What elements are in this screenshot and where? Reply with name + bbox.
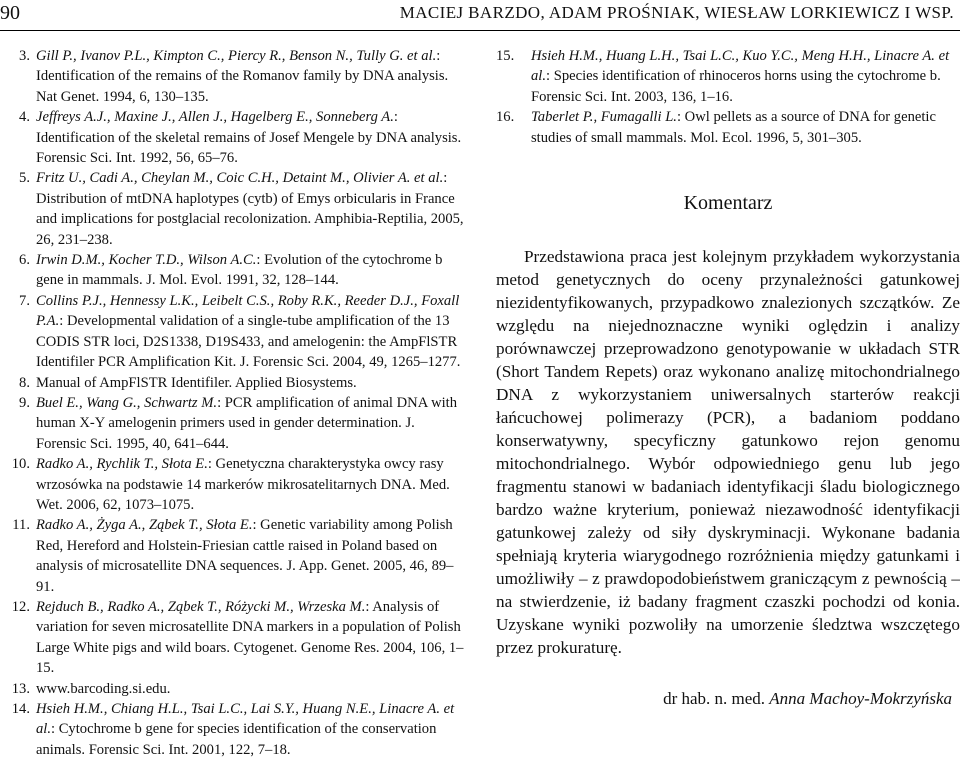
reference-item xyxy=(0,168,466,250)
reference-number: 7. xyxy=(19,292,30,309)
reference-number: 4. xyxy=(19,109,30,126)
reference-text: : PCR amplification of animal DNA with human X-Y amelogenin primers used in gender determination. J. Forensic Sci. 1995, 40, 641–644. xyxy=(36,394,458,452)
reference-list-right xyxy=(496,46,960,148)
reference-number: 16. xyxy=(496,109,515,126)
reference-item xyxy=(0,454,466,515)
reference-number: 6. xyxy=(19,252,30,269)
reference-number: 10. xyxy=(11,456,30,473)
reference-list-left xyxy=(0,46,466,760)
reference-number: 15. xyxy=(496,48,515,64)
reference-item xyxy=(0,107,466,168)
comment-body: Przedstawiona praca jest kolejnym przykładem wykorzystania metod genetycznych do oceny przynależności gatunkowej niezidentyfikowanych, przypadkowo znalezionych szczątków. Ze względu na niejednoznaczne wyniki oględzin i analizy porównawczej przeprowadzono genotypowanie w układach STR (Short Tandem Repets) oraz wykonano analizę mitochondrialnego DNA z wykorzystaniem uniwersalnych starterów reakcji łańcuchowej polimerazy (PCR), a badaniom poddano konserwatywny, specyficzny gatunkowo rejon genomu mitochondrialnego. Wybór odpowiedniego genu lub jego fragmentu stanowi w badaniach identyfikacji śladu biologicznego bardzo ważne kryterium, ponieważ niezawodność identyfikacji gatunkowej zależy od siły dyskryminacji. Wykonane badania spełniają kryteria wiarygodnego rozróżnienia między gatunkami i umożliwiły – z prawdopodobieństwem graniczącym z pewnością – na stwierdzenie, iż badany fragment czaszki pochodzi od konia. Uzyskane wyniki pozwoliły na umorzenie śledztwa wszczętego przez prokuraturę. xyxy=(496,247,960,658)
reference-text: : Analysis of variation for seven microsatellite DNA markers in a population of Polish Large White pigs and wild boars. Cytogenet. Genome Res. 2004, 106, 1–15. xyxy=(36,598,464,677)
reference-authors: Irwin D.M., Kocher T.D., Wilson A.C. xyxy=(36,252,257,269)
reference-authors: Hsieh H.M., Chiang H.L., Tsai L.C., Lai S.Y., Huang N.E., Linacre A. et al. xyxy=(36,701,455,738)
reference-authors: Radko A., Żyga A., Ząbek T., Słota E. xyxy=(36,517,253,534)
reference-text: : Cytochrome b gene for species identification of the conservation animals. Forensic Sci. Int. 2001, 122, 7–18. xyxy=(36,721,437,758)
reference-number: 13. xyxy=(11,680,30,697)
signature xyxy=(496,689,960,709)
reference-number: 12. xyxy=(11,598,30,615)
reference-authors: Taberlet P., Fumagalli L. xyxy=(531,109,677,126)
reference-item xyxy=(496,46,960,107)
page-number: 90 xyxy=(0,2,20,24)
right-column xyxy=(496,46,960,709)
reference-number: 3. xyxy=(19,48,30,64)
comment-title: Komentarz xyxy=(683,192,773,215)
reference-text: Manual of AmpFlSTR Identifiler. Applied Biosystems. xyxy=(36,374,357,391)
reference-text: : Owl pellets as a source of DNA for genetic studies of small mammals. Mol. Ecol. 1996, 5, 301–305. xyxy=(531,109,936,146)
reference-item xyxy=(0,699,466,760)
running-head: MACIEJ BARZDO, ADAM PROŚNIAK, WIESŁAW LORKIEWICZ I WSP. xyxy=(399,3,954,22)
reference-number: 11. xyxy=(12,517,30,534)
reference-text: : Evolution of the cytochrome b gene in mammals. J. Mol. Evol. 1991, 32, 128–144. xyxy=(36,252,443,289)
reference-item xyxy=(0,597,466,679)
reference-number: 5. xyxy=(19,170,30,187)
reference-authors: Collins P.J., Hennessy L.K., Leibelt C.S., Roby R.K., Reeder D.J., Foxall P.A. xyxy=(36,292,460,330)
reference-item xyxy=(0,515,466,597)
reference-text: : Distribution of mtDNA haplotypes (cytb) of Emys orbicularis in France and implications for postglacial recolonization. Amphibia-Reptilia, 2005, 26, 231–238. xyxy=(36,170,464,248)
reference-text: : Genetic variability among Polish Red, Hereford and Holstein-Friesian cattle raised in Poland based on analysis of microsatellite DNA sequences. J. App. Genet. 2005, 46, 89–91. xyxy=(36,517,454,595)
reference-number: 8. xyxy=(19,374,30,391)
reference-item xyxy=(0,373,466,393)
reference-item xyxy=(0,393,466,454)
reference-text: : Genetyczna charakterystyka owcy rasy wrzosówka na podstawie 14 markerów mikrosatelitarnych DNA. Med. Wet. 2006, 62, 1073–1075. xyxy=(36,456,450,513)
reference-number: 9. xyxy=(19,394,30,411)
reference-item xyxy=(0,250,466,291)
signature-name: Anna Machoy-Mokrzyńska xyxy=(769,689,952,709)
reference-authors: Radko A., Rychlik T., Słota E. xyxy=(36,456,208,473)
reference-item xyxy=(496,107,960,148)
signature-title: dr hab. n. med. xyxy=(663,689,766,709)
reference-text: : Identification of the skeletal remains of Josef Mengele by DNA analysis. Forensic Sci. Int. 1992, 56, 65–76. xyxy=(36,109,462,167)
reference-authors: Gill P., Ivanov P.L., Kimpton C., Piercy R., Benson N., Tully G. et al. xyxy=(36,48,437,64)
reference-item xyxy=(0,291,466,373)
reference-text: : Species identification of rhinoceros horns using the cytochrome b. Forensic Sci. Int. 2003, 136, 1–16. xyxy=(531,68,941,105)
reference-authors: Rejduch B., Radko A., Ząbek T., Różycki M., Wrzeska M. xyxy=(36,598,366,615)
page-header xyxy=(0,0,960,31)
reference-text: www.barcoding.si.edu. xyxy=(36,680,171,697)
reference-item xyxy=(0,679,466,699)
reference-text: : Identification of the remains of the Romanov family by DNA analysis. Nat Genet. 1994, 6, 130–135. xyxy=(36,48,449,105)
reference-authors: Jeffreys A.J., Maxine J., Allen J., Hagelberg E., Sonneberg A. xyxy=(36,109,394,126)
reference-authors: Buel E., Wang G., Schwartz M. xyxy=(36,394,218,411)
reference-authors: Fritz U., Cadi A., Cheylan M., Coic C.H., Detaint M., Olivier A. et al. xyxy=(36,170,444,187)
reference-text: : Developmental validation of a single-tube amplification of the 13 CODIS STR loci, D2S1338, D19S433, and amelogenin: the AmpFlSTR Identifiler PCR Amplification Kit. J. Forensic Sci. 2004, 49, 1265–1277. xyxy=(36,313,461,371)
reference-number: 14. xyxy=(11,701,30,717)
reference-item xyxy=(0,46,466,107)
reference-authors: Hsieh H.M., Huang L.H., Tsai L.C., Kuo Y.C., Meng H.H., Linacre A. et al. xyxy=(531,48,950,85)
left-column xyxy=(0,46,466,760)
